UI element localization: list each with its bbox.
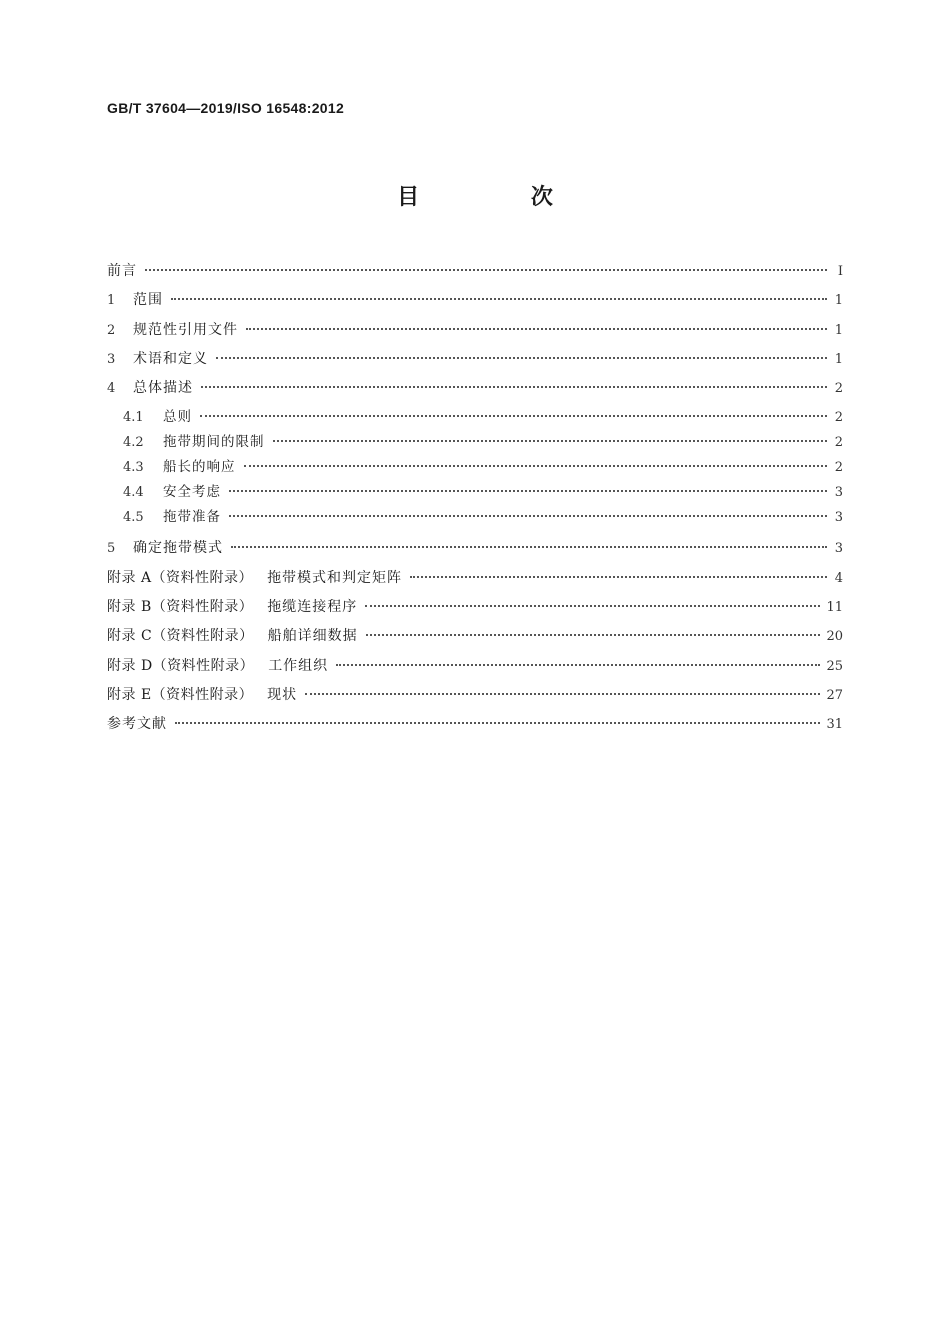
- toc-label: 拖缆连接程序: [267, 599, 358, 616]
- toc-label: 安全考虑: [163, 484, 221, 501]
- dot-leader: [366, 634, 821, 636]
- toc-page-number: 2: [834, 460, 843, 476]
- toc-label: 总体描述: [133, 380, 193, 397]
- toc-number: 4.1: [123, 410, 144, 426]
- toc-entry-4-5[interactable]: [107, 505, 843, 530]
- dot-leader: [216, 357, 827, 359]
- toc-entry-foreword[interactable]: [107, 257, 843, 286]
- toc-entry-annex-a[interactable]: [107, 564, 843, 593]
- dot-leader: [365, 605, 820, 607]
- toc-page-number: 31: [826, 717, 843, 733]
- toc-label: 拖带期间的限制: [163, 434, 265, 451]
- toc-label: 现状: [267, 686, 298, 703]
- toc-number: 5: [107, 541, 116, 557]
- dot-leader: [229, 515, 827, 517]
- toc-entry-1[interactable]: [107, 286, 843, 315]
- toc-entry-annex-d[interactable]: [107, 652, 843, 681]
- toc-label: 前言: [107, 263, 137, 279]
- toc-page-number: 1: [834, 293, 843, 309]
- toc-label: 术语和定义: [133, 350, 208, 367]
- toc-entry-4-2[interactable]: [107, 430, 843, 455]
- toc-page-number: 25: [826, 658, 843, 674]
- toc-entry-annex-c[interactable]: [107, 622, 843, 651]
- dot-leader: [244, 465, 828, 467]
- toc-page-number: 3: [834, 485, 843, 501]
- toc-entry-2[interactable]: [107, 316, 843, 345]
- toc-number: 3: [107, 351, 116, 367]
- dot-leader: [305, 693, 820, 695]
- toc-page-number: Ⅰ: [837, 264, 843, 279]
- toc-entry-5[interactable]: [107, 534, 843, 563]
- toc-label: 拖带准备: [163, 509, 221, 526]
- toc-number: 1: [107, 293, 116, 309]
- toc-page-number: 2: [834, 410, 843, 426]
- toc-number: 4.3: [123, 460, 144, 476]
- toc-page-number: 3: [834, 510, 843, 526]
- toc-page-number: 11: [826, 600, 843, 616]
- toc-label: 工作组织: [268, 657, 329, 674]
- toc-number: 2: [107, 322, 116, 338]
- annex-designation: 附录 D（资料性附录）: [107, 657, 255, 674]
- standard-code: GB/T 37604—2019/ISO 16548:2012: [107, 100, 345, 116]
- dot-leader: [175, 722, 820, 724]
- toc-page-number: 20: [826, 629, 843, 645]
- toc-entry-4-1[interactable]: [107, 405, 843, 430]
- toc-entry-4-4[interactable]: [107, 480, 843, 505]
- toc-page-number: 2: [834, 381, 843, 397]
- toc-number: 4.2: [123, 435, 144, 451]
- toc-label: 参考文献: [107, 716, 167, 733]
- annex-designation: 附录 E（资料性附录）: [107, 686, 254, 703]
- toc-entry-annex-e[interactable]: [107, 681, 843, 710]
- dot-leader: [200, 415, 827, 417]
- toc-entry-4[interactable]: [107, 374, 843, 403]
- toc-label: 规范性引用文件: [133, 321, 238, 338]
- toc-number: 4: [107, 381, 116, 397]
- dot-leader: [273, 440, 828, 442]
- annex-designation: 附录 A（资料性附录）: [107, 569, 254, 586]
- dot-leader: [336, 664, 820, 666]
- dot-leader: [171, 298, 827, 300]
- toc-entry-annex-b[interactable]: [107, 593, 843, 622]
- annex-designation: 附录 B（资料性附录）: [107, 599, 254, 616]
- toc-label: 拖带模式和判定矩阵: [267, 569, 403, 586]
- toc-page-number: 3: [834, 541, 843, 557]
- table-of-contents: [107, 257, 843, 740]
- toc-entry-bibliography[interactable]: [107, 710, 843, 739]
- dot-leader: [145, 269, 827, 271]
- toc-entry-3[interactable]: [107, 345, 843, 374]
- dot-leader: [201, 386, 827, 388]
- toc-page-number: 1: [834, 351, 843, 367]
- toc-label: 船舶详细数据: [267, 628, 358, 645]
- dot-leader: [231, 546, 827, 548]
- annex-designation: 附录 C（资料性附录）: [107, 628, 254, 645]
- dot-leader: [410, 576, 827, 578]
- toc-label: 船长的响应: [163, 459, 236, 476]
- toc-entry-4-3[interactable]: [107, 455, 843, 480]
- toc-page-number: 1: [834, 322, 843, 338]
- toc-page-number: 4: [834, 570, 843, 586]
- dot-leader: [229, 490, 827, 492]
- toc-label: 范围: [133, 292, 163, 309]
- toc-number: 4.4: [123, 485, 144, 501]
- toc-number: 4.5: [123, 510, 144, 526]
- toc-page-number: 27: [826, 687, 843, 703]
- dot-leader: [246, 328, 827, 330]
- toc-page-number: 2: [834, 435, 843, 451]
- page-title: 目 次: [397, 185, 605, 210]
- toc-label: 确定拖带模式: [133, 540, 223, 557]
- toc-label: 总则: [163, 409, 192, 426]
